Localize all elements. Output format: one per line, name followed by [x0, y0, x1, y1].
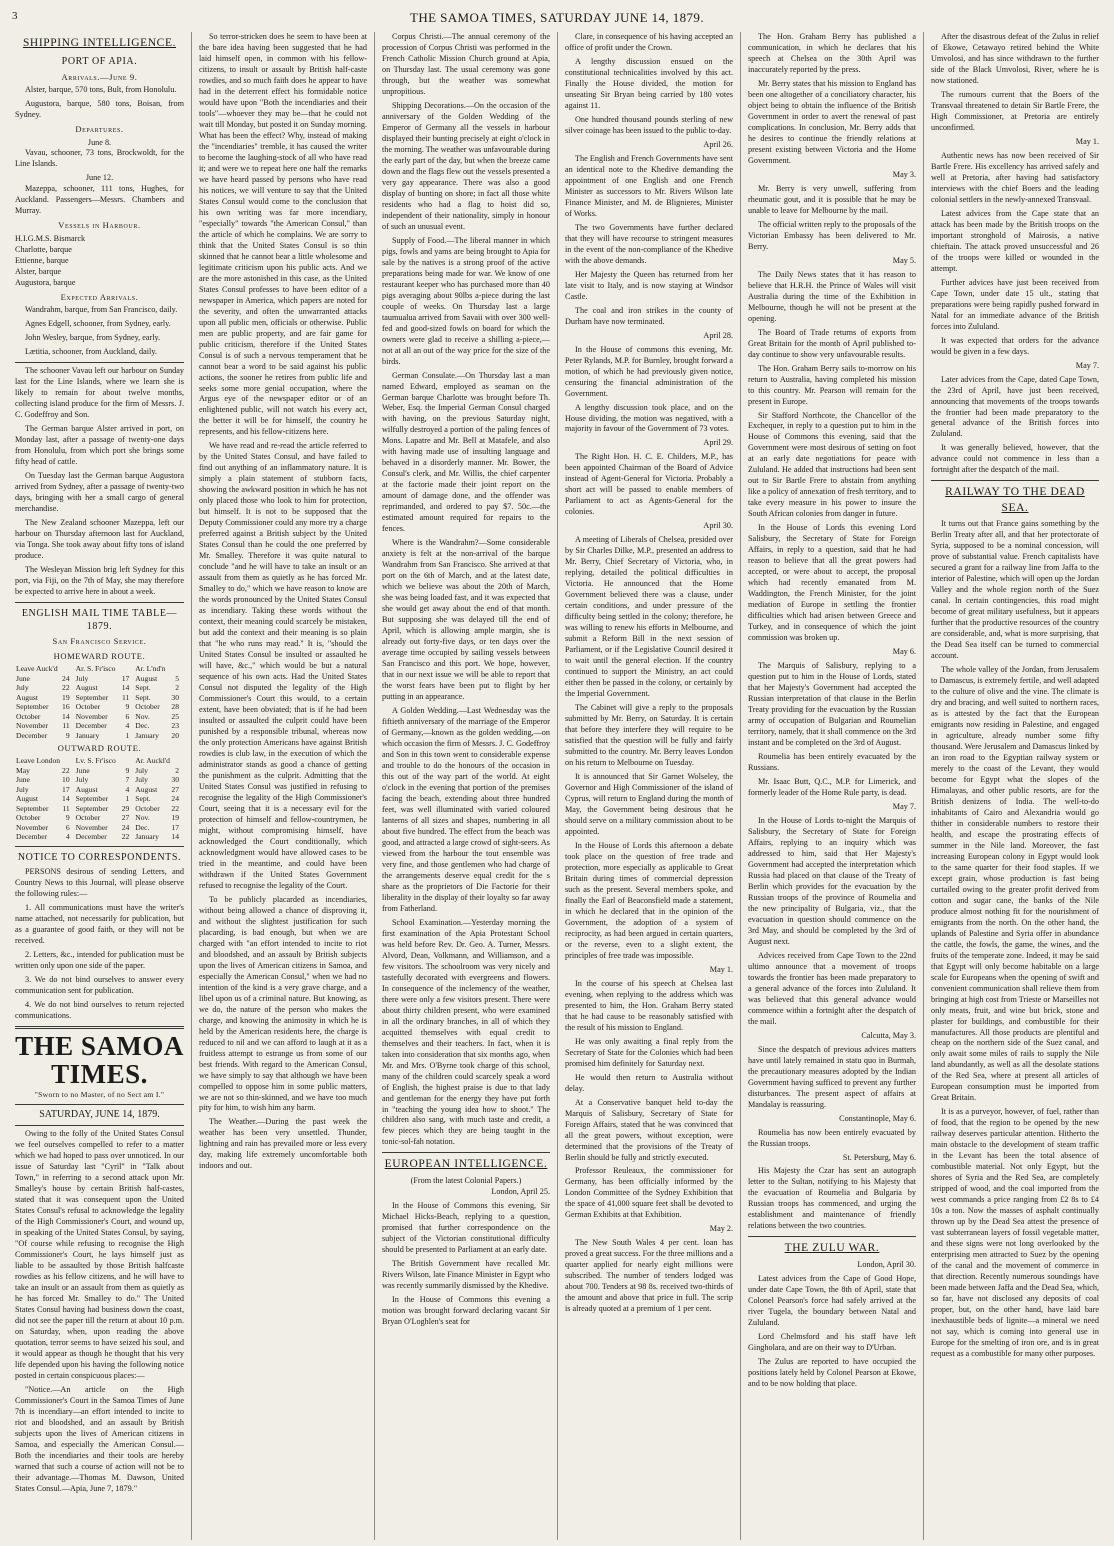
port-heading: PORT OF APIA. [61, 56, 138, 68]
local-news-paragraph: Corpus Christi.—The annual ceremony of the procession of Corpus Christi was performed in the French Catholic Mission Church ground at Apia, on Thursday last. The usual ceremony was gone through, but the weather was somewhat unpropitious. [382, 32, 550, 96]
table-cell: August [16, 794, 38, 804]
table-cell: June [16, 673, 30, 683]
zulu-paragraph: Latest advices from the Cape of Good Hope, under date Cape Town, the 8th of April, state that Colonel Pearson's force had safely arrived at the river Tugela, the boundary between Natal and Zululand. [748, 1273, 916, 1327]
shipping-news: The New Zealand schooner Mazeppa, left our harbour on Thursday afternoon last for Auckland, via Tonga. She took away about fifty tons of island produce. [15, 517, 184, 560]
table-cell: 1 [125, 730, 130, 740]
harbour-item: Ettienne, barque [15, 255, 69, 265]
european-paragraph: In the course of his speech at Chelsea last evening, when replying to the address which was presented to him, the Hon. Graham Berry stated that he had cause to be reasonably satisfied with the result of his mission to England. [565, 978, 733, 1032]
zulu-paragraph: Latest advices from the Cape state that an attack has been made by the British troops on the important stronghold of Mairosis, a native chieftain. The attack proved unsuccessful and 26 of the troops were killed or wounded in the attempt. [931, 208, 1099, 273]
table-cell: Sept. [135, 692, 151, 702]
table-cell: 22 [62, 683, 70, 693]
dateline: April 30. [703, 521, 733, 531]
editorial-paragraph: Owing to the folly of the United States Consul we feel ourselves compelled to refer to a matter which we had hoped to pass over unnoticed. In our issue of Saturday last "Cyril" in "Talk about Town," in referring to a second attack upon Mr. Smalley's house by certain British half-castes, stated that it was consequent upon the United States Consul's refusal to acknowledge the legality of the High Commissioner's Court, and wound up, in speaking of the United States Consul, by saying, "Of course while refusing to recognise the High Commissioner's Court, he lays himself just as liable to be assaulted by those British halfcaste rowdies as his fellow citizens, and he will have to take an insult or an assault from them as quietly as he has forced Mr. Smalley to do." The United States Consul having had business down the coast, did not see the paper till the return at about 10 p.m. on Saturday, when, upon reading the above quotation, terror seems to have seized his soul, and it would appear as though he thought that his very life depended upon his having the following notice posted in certain conspicuous places:— [15, 1129, 184, 1380]
table-cell: 24 [62, 673, 70, 683]
dateline: April 28. [703, 330, 733, 340]
shipping-heading: SHIPPING INTELLIGENCE. [22, 37, 177, 49]
european-paragraph: Clare, in consequence of his having accepted an office of profit under the Crown. [565, 32, 733, 52]
table-cell: May [16, 765, 30, 775]
table-cell: Sept. [135, 683, 151, 693]
dateline: May 7. [892, 801, 916, 811]
notice-heading: NOTICE TO CORRESPONDENTS. [17, 851, 182, 863]
european-paragraph: In the House of Commons this evening, Sir Michael Hicks-Beach, replying to a question, promised that further correspondence on the subject of the Victorian constitutional difficulty should be presented to Parliament at an early date. [382, 1200, 550, 1254]
table-cell: 22 [171, 803, 179, 813]
table-cell: July [135, 765, 148, 775]
european-paragraph: Roumelia has now been entirely evacuated by the Russian troops. [748, 1127, 916, 1148]
table-cell: January [135, 730, 159, 740]
dateline: St. Petersburg, May 6. [842, 1152, 916, 1162]
local-news-paragraph: A Golden Wedding.—Last Wednesday was the fiftieth anniversary of the marriage of the Emperor of Germany,—known as the golden wedding,—on which occasion the firm of Messrs. J. C. Godeffroy and Son in this town went to considerable expense and trouble to do the honours of the occasion in this out of the way part of the world. At eight o'clock in the evening that portion of the premises facing the beach, extending about three hundred feet, was well illuminated with varied coloured lanterns of all sizes and shapes, numbering in all about five hundred. The effect from the beach was good, and attracted a large crowd of sight-seers. As viewed from the harbour the tout ensemble was very fine, and those gentlemen who had charge of the arrangements deserve equal credit for the s share as the proprietors of Die Factorie for their liberality in the display of their loyalty so far away from Fatherland. [382, 706, 550, 913]
table-cell: 2 [175, 683, 179, 693]
european-paragraph: Since the despatch of previous advices matters have until lately remained in statu quo in Burmah, the precautionary measures adopted by the Indian Government having sufficed to prevent any further disturbances. The present aspect of affairs at Mandalay is reassuring. [748, 1044, 916, 1109]
paper-title: THE SAMOA TIMES. [15, 1031, 184, 1090]
table-cell: 17 [62, 784, 70, 794]
european-paragraph: The Hon. Graham Berry has published a communication, in which he declares that his speech at Chelsea on the 30th April was inaccurately reported by the press. [748, 32, 916, 74]
table-cell: 14 [171, 832, 179, 842]
editorial-paragraph: We have read and re-read the article referred to by the United States Consul, and have failed to find out anything of an inflammatory nature. It is simply a plain statement of stubborn facts, showing the awkward position in which he has not only placed those who look to him for protection, but himself. It is not to be supposed that the Deputy Commissioner could any more try a charge preferred against a British subject by the United States Consul than he could the one preferred by Mr. Smalley. Therefore it was quite natural to conclude "and he will have to take an insult or an assault from them as quietly as he has forced Mr. Smalley to do," which we have reason to know are the words pronounced by the United States Consul as incendiary. Taking these words without the context, their meaning could scarcely be mistaken, but add the context and their meaning is so plain that "he who runs may read." It is, "should the United States Consul be insulted or assaulted he will have, &c.," which would be but a natural sequence of his own acts. Had the United States Consul not disputed the legality of the High Commissioner's Court this would, to a certain extent, have been obviated; that is if he had been insulted or assaulted the culprit could have been punished by a responsible tribunal, whereas now the only protection Americans have against British rowdies is club law, in the execution of which the administrator stands as good a chance of getting the punishment as the culprit. Admitting that the United States Consul was justified in refusing to recognise the legality of the High Commissioner's Court, seeing that it is a necessary evil for the protection of himself and fellow-countrymen, he might, without compromising himself, have acknowledged the Court conditionally, which acknowledgment would have allowed cases to be tried in the meantime, and could have been withdrawn if the United States Government refused to recognise the legality of the Court. [199, 441, 367, 890]
table-row [15, 813, 184, 822]
notice-intro: PERSONS desirous of sending Letters, and Country News to this Journal, will please observe the following rules:— [15, 867, 184, 899]
table-cell: 6 [65, 822, 70, 832]
table-cell: December [75, 832, 107, 842]
table-cell: January [75, 730, 100, 740]
departures-date: June 8. [87, 137, 112, 147]
table-cell: Nov. [135, 813, 150, 823]
local-news-paragraph: Shipping Decorations.—On the occasion of the anniversary of the Golden Wedding of the Emperor of Germany all the vessels in harbour displayed their bunting precisely at eight o'clock in the morning. The weather was unfavourable during the early part of the day, but when the breeze came down and the flags flew out the vessels presented a very gay appearance. There was also a good display of bunting on shore; in fact all those white residents who had a flag to hoist did so, independent of their nationality, simply in honour of such an unusual event. [382, 100, 550, 231]
table-row [15, 674, 184, 683]
departures-date: June 12. [85, 173, 114, 183]
divider [748, 1236, 916, 1237]
dateline: May 6. [892, 647, 916, 657]
table-cell: November [75, 711, 108, 721]
table-cell: 2 [175, 765, 179, 775]
table-cell: 14 [62, 711, 70, 721]
dateline: May 3. [892, 169, 916, 179]
table-cell: 11 [121, 692, 130, 702]
zulu-paragraph: Authentic news has now been received of Sir Bartle Frere. His excellency has arrived safely and well at Pretoria, after having had satisfactory interviews with the chief Boers and the leading colonial settlers in the newly-annexed Transvaal. [931, 150, 1099, 204]
railway-paragraph: It is as a purveyor, however, of fuel, rather than of food, that the region to be opened by the new railway deserves particular attention. Hitherto the main obstacle to the development of steam traffic in the Levant has been the total absence of combustible material. Not only Egypt, but the shores of Syria and the Red Sea, are completely stripped of wood, and the coal imported from the west commands a price ranging from £2 8s to £4 10s a ton. Now the masses of asphalt continually thrown up by the Dead Sea attest the presence of vast subterranean layers of fossil vegetable matter, and these signs were not long overlooked by the enterprising men attracted to Suez by the opening of the canal and the movement of commerce in that direction. Recently numerous soundings have been made between Jaffa and the Dead Sea, which, so far, have not disclosed any deposits of coal proper, but, on the other hand, have laid bare inexhaustible beds of lignite—a mineral we need not say, which is coming into general use in Europe for the smelting of iron ore, and is in great request as a combustible for many other purposes. [931, 1107, 1099, 1359]
zulu-paragraph: After the disastrous defeat of the Zulus in relief of Ekowe, Cetawayo retired behind the White Umvolosi, and has since withdrawn to the further side of the Black Umvolosi, River, where he is now stationed. [931, 32, 1099, 85]
table-cell: 9 [65, 813, 70, 823]
column-header: Leave Auck'd [16, 664, 58, 674]
mail-service-heading: San Francisco Service. [52, 636, 147, 647]
european-paragraph: The Hon. Graham Berry sails to-morrow on his return to Australia, having completed his mission to this country. Mr. Pearson will remain for the present in Europe. [748, 363, 916, 406]
european-paragraph: In the House of commons this evening, Mr. Peter Rylands, M.P. for Burnley, brought forward a motion, of which he had previously given notice, censuring the financial administration of the Government. [565, 344, 733, 398]
table-cell: 14 [62, 794, 70, 804]
table-cell: 4 [125, 784, 130, 794]
table-cell: 4 [65, 832, 70, 842]
table-cell: September [75, 803, 109, 813]
column-1 [8, 32, 191, 1540]
table-cell: 14 [121, 683, 130, 693]
table-row [15, 832, 184, 841]
zulu-paragraph: It was generally believed, however, that the advance could not commence in less than a fortnight after the despatch of the mail. [931, 443, 1099, 475]
table-cell: 11 [62, 803, 70, 813]
zulu-war-heading: THE ZULU WAR. [784, 1242, 880, 1255]
zulu-paragraph: Lord Chelmsford and his staff have left Gingholara, and are on their way to D'Urban. [748, 1331, 916, 1352]
zulu-paragraph: Further advices have just been received from Cape Town, under date 15 ult., stating that preparations were being rapidly pushed forward in Natal for an immediate advance of the British forces into Zululand. [931, 277, 1099, 331]
harbour-item: Alster, barque [15, 266, 62, 276]
table-cell: 30 [171, 692, 179, 702]
zulu-paragraph: The Zulus are reported to have occupied the positions lately held by Colonel Pearson at Ekowe, and to be now holding that place. [748, 1356, 916, 1388]
table-cell: 1 [125, 794, 130, 804]
table-cell: 22 [62, 765, 70, 775]
dateline: May 7. [1075, 360, 1099, 370]
local-news-paragraph: School Examination.—Yesterday morning the first examination of the Apia Protestant School was held before Rev. Dr. Geo. A. Turner, Messrs. Alvord, Dean, Volkmann, and Williamson, and a few visitors. The schoolroom was very nicely and tastefully decorated with evergreens and flowers. In consequence of the inclemency of the weather, there were only a few visitors present. There were about thirty children present, who were examined in all the ordinary branches, in all of which they acquitted themselves with equal credit to themselves and their teachers. In fact, when it is taken into consideration that six months ago, when Mr. and Mrs. O'Byrne took charge of this school, many of the children could scarcely speak a word of English, the highest praise is due to that lady and gentleman for the energy they have put forth in "teaching the young idea how to shoot." The children also sang, with much taste and credit, a few pieces which they are being taught in the tonic-sol-fah notation. [382, 917, 550, 1147]
homeward-heading: HOMEWARD ROUTE. [53, 650, 146, 661]
european-paragraph: In the House of Lords to-night the Marquis of Salisbury, the Secretary of State for Foreign Affairs, replying to an inquiry which was addressed to him, said that Her Majesty's Government had accepted the interpretation which Russia had placed on that clause of the Treaty of Berlin which provides for the evacuation by the Russian troops of the province of Roumelia and the new principality of Bulgaria, viz., that the evacuation in question should commence on the 3rd May, and should be completed by the 3rd of August next. [748, 815, 916, 946]
european-paragraph: Mr. Berry states that his mission to England has been one altogether of a conciliatory character, his object being to obtain the influence of the British Government in order to avert the renewal of past complications. In conclusion, Mr. Berry adds that he desires to continue the friendly relations at present existing between Victoria and the Home Government. [748, 78, 916, 165]
table-row [15, 775, 184, 784]
table-cell: July [16, 784, 29, 794]
table-cell: 9 [125, 702, 130, 712]
european-paragraph: The Cabinet will give a reply to the proposals submitted by Mr. Berry, on Saturday. It is certain that before they interfere they will require to be satisfied that the question will be fully and fairly submitted to the country. Mr. Berry leaves London on his return to Melbourne on Tuesday. [565, 703, 733, 768]
table-cell: October [135, 702, 160, 712]
weather-paragraph: The Weather.—During the past week the weather has been very unsettled. Thunder, lightning and rain has prevailed more or less every day, making life extremely uncomfortable both indoors and out. [199, 1117, 367, 1171]
european-paragraph: Mr. Isaac Butt, Q.C., M.P. for Limerick, and formerly leader of the Home Rule party, is dead. [748, 777, 916, 797]
column-header: Leave London [16, 756, 61, 766]
table-cell: October [135, 803, 160, 813]
table-row [15, 683, 184, 692]
table-row [15, 731, 184, 740]
railway-paragraph: The whole valley of the Jordan, from Jerusalem to Damascus, is extremely fertile, and well adapted to the culture of olive and the vine. The climate is dry and bracing, and well suited to northern races, as is attested by the fact that the European emigrants now residing in Palestine, and engaged in agriculture, already number some fifty thousand. Were Jerusalem and Damascus linked by an iron road to the Egyptian railway system or merely to the coast of the Levant, they would become for Egypt what the slopes of the Himalayas, and other public resorts, are for the British denizens of India. The well-to-do inhabitants of Cairo and Alexandria would go thither in considerable numbers to restore their health, and escape the prostrating effects of summer in the Nile land. Moreover, the fast increasing European colony in Egypt would look to the same quarter for their food staples. If we except grain, whose production is fast being curtailed owing to the greater profit derived from cotton and sugar cane, the banks of the Nile produce almost nothing fit for the nourishment of emigrants from the north. On the other hand, the uplands of Palestine and Syria offer in abundance the cattle, the fowls, the game, the wines, and the fruits of the temperate zone. Indeed, it may be said that Egypt will only become habitable on a large scale for Europeans when the opening of swift and convenient communication shall relieve them from bringing at high cost from Trieste or Marseilles not only meats, fruit, and wine but brick, stone and plaster for buildings, and combustible for their manufactures. All those products are plentiful and cheap on the northern side of the Suez canal, and only await some miles of rails to supply the Nile land abundantly, as well as all the desolate stations of the Red Sea, where at present all articles of European consumption must be imported from Great Britain. [931, 665, 1099, 1103]
zulu-paragraph: The rumours current that the Boers of the Transvaal threatened to detain Sir Bartle Frere, the High Commissioner, at Pretoria are entirely unconfirmed. [931, 89, 1099, 132]
column-4 [557, 32, 740, 1540]
european-paragraph: In the House of Commons this evening a motion was brought forward declaring vacant Sir Bryan O'Loghlen's seat for [382, 1294, 550, 1326]
european-intelligence-heading: EUROPEAN INTELLIGENCE. [384, 1158, 548, 1171]
notice-rule: 3. We do not bind ourselves to answer every communication sent for publication. [15, 975, 184, 996]
editorial-paragraph: "Notice.—An article on the High Commissioner's Court in the Samoa Times of June 7th is incendiary—an effort intended to incite to riot and bloodshed, and an assault by British subjects upon the lives of American citizens in Samoa, and especially the American Consul.—Both the incendiaries and their tools are hereby warned that such a course of action will not be to their advantage.—Thomas M. Dawson, United States Consul.—Apia, June 7, 1879." [15, 1384, 184, 1493]
column-6 [923, 32, 1106, 1540]
european-paragraph: A meeting of Liberals of Chelsea, presided over by Sir Charles Dilke, M.P., presented an address to Mr. Berry, Chief Secretary of Victoria, who, in replying, detailed the political difficulties in Victoria. He announced that the Home Government believed there was a clause, under certain conditions, and under pressure of the difficulty being settled in the colony; therefore, he was willing to renew his efforts in Melbourne, and submit a Reform Bill in the next session of Parliament, or if the Legislative Council desired it to wait until the general election. If the country continued to support the Ministry, an act could either then be passed in the colony, or certainly by the Imperial Government. [565, 535, 733, 699]
divider [15, 1125, 184, 1126]
table-cell: August [135, 784, 158, 794]
table-cell: 11 [62, 721, 70, 731]
harbour-item: H.I.G.M.S. Bismarck [15, 233, 86, 243]
mail-table-heading: ENGLISH MAIL TIME TABLE—1879. [21, 607, 178, 633]
column-5 [740, 32, 923, 1540]
table-cell: 10 [62, 775, 70, 785]
column-header: Lv. S. Fr'isco [75, 756, 116, 766]
table-cell: 20 [171, 730, 179, 740]
table-cell: July [75, 775, 89, 785]
table-cell: 17 [171, 822, 179, 832]
european-paragraph: The New South Wales 4 per cent. loan has proved a great success. For the three millions and a quarter applied for nearly eight millions were subscribed. The number of tenders lodged was about 700. Tenders at 98 8s. received two-thirds of the amount and above that price in full. The scrip is already quoted at a premium of 1 per cent. [565, 1238, 733, 1314]
european-paragraph: In the House of Lords this afternoon a debate took place on the question of free trade and protection, more especially as applicable to Great Britain during times of commercial depression such as the present. Several members spoke, and finally the Earl of Beaconsfield made a statement, in which he declared that in the opinion of the Government, the adoption of a system of reciprocity, as had been argued in certain quarters, or the reverse, even to a slight extent, the principles of free trade was impossible. [565, 840, 733, 960]
european-paragraph: He was only awaiting a final reply from the Secretary of State for the Colonies which had been promised him definitely for Saturday next. [565, 1036, 733, 1068]
table-cell: August [75, 683, 98, 693]
local-news-paragraph: German Consulate.—On Thursday last a man named Edward, employed as seaman on the German barque Charlotte was brought before Th. Weber, Esq. the Imperial German Consul charged with having, on the previous Saturday night, wilfully destroyed a portion of the paling fences of Mons. Lapatre and Mr. Bell at Matafele, and also with having made use of insulting language and behaved in a disorderly manner. Mr. Bower, the Consul's clerk, and Mr. Willis, the chief carpenter at the factorie made their joint report on the amount of damage done, and the offender was reprimanded, and ordered to pay $7. 50c.—the estimated amount required for repairs to the fences. [382, 370, 550, 534]
outward-heading: OUTWARD ROUTE. [57, 743, 142, 754]
table-cell: August [75, 784, 98, 794]
table-cell: October [75, 702, 101, 712]
table-cell: Sept. [135, 794, 151, 804]
harbour-heading: Vessels in Harbour. [58, 220, 141, 231]
table-cell: September [16, 702, 49, 712]
table-cell: July [75, 673, 89, 683]
table-cell: 6 [125, 711, 130, 721]
table-cell: June [75, 765, 90, 775]
table-cell: July [16, 683, 29, 693]
divider [931, 480, 1099, 481]
european-paragraph: Her Majesty the Queen has returned from her late visit to Italy, and is now staying at Windsor Castle. [565, 269, 733, 301]
table-cell: Dec. [135, 822, 150, 832]
dateline: Constantinople, May 6. [839, 1113, 916, 1123]
table-cell: October [75, 813, 101, 823]
table-cell: 5 [175, 673, 179, 683]
dateline: May 1. [1075, 136, 1099, 146]
table-cell: December [16, 832, 48, 842]
table-cell: Dec. [135, 721, 150, 731]
dateline: May 5. [892, 255, 916, 265]
european-paragraph: The coal and iron strikes in the county of Durham have now terminated. [565, 305, 733, 326]
shipping-news: On Tuesday last the German barque Augustora arrived from Sydney, after a passage of twenty-two days, bringing with her a small cargo of general merchandise. [15, 470, 184, 513]
european-source: (From the latest Colonial Papers.) [410, 1175, 522, 1185]
expected-item: Agnes Edgell, schooner, from Sydney, early. [25, 319, 171, 329]
european-paragraph: At a Conservative banquet held to-day the Marquis of Salisbury, Secretary of State for Foreign Affairs, stated that he was convinced that all the great powers, without exception, were determined that the provisions of the Treaty of Berlin should be fully and strictly executed. [565, 1097, 733, 1162]
table-cell: October [16, 813, 41, 823]
table-cell: 28 [171, 702, 179, 712]
european-paragraph: The English and French Governments have sent an identical note to the Khedive demanding the appointment of one English and one French Minister as successors to Mr. Rivers Wilson late Finance Minister, and M. de Blignieres, Minister of Works. [565, 153, 733, 218]
table-cell: 25 [171, 711, 179, 721]
editorial-paragraph: So terror-stricken does he seem to have been at the bare idea having been suggested that he had laid himself open, in common with his fellow-citizens, to insult or assault by British half-caste rowdies, and so much faith does he appear to have had in the deterrent effect his formidable notice would have upon "Both the incendiaries and their tools"—whoever they may be—that he could not wait till Monday, but posted it on Sunday morning. What has been the effect? Why, instead of making the "incendiaries" tremble, it has caused the writer to become the laughing-stock of all who have read it; and were we to repeat here one half the remarks we have heard passed by persons who have read his notices, we will venture to say that the United States Consul would come to the conclusion that his own writing was far more incendiary, "especially" towards "the American Consul," than the article of which he complains. We are sorry to think that the United States Consul is so thin skinned that he cannot bear a little wholesome and legitimate criticism upon his public acts. And we are the more astonished in this case, as the United States Consul professes to have been editor of a newspaper in America, which papers are noted for the severity, and often the unwarranted attacks upon all public men, officials or otherwise. Public men are public property, and are fair game for public criticism, therefore if the United States Consul is of such a nervous temperament that he cannot bear a word to be said against his public actions, the sooner he retires from public life and seeks some more genial occupation, where the Argus eye of the newspaper editor or of an enlightened public, will not watch his every act, the better it will be for himself, the country he represents, and his fellow-citizens here. [199, 32, 367, 437]
european-paragraph: A lengthy discussion ensued on the constitutional technicalities involved by this act. Finally the House divided, the motion for unseating Sir Bryan being carried by 180 votes against 11. [565, 56, 733, 110]
shipping-news: The schooner Vavau left our harbour on Sunday last for the Line Islands, where we learn she is likely to remain for about twelve months, collecting island produce for the firm of Messrs. J. C. Godeffroy and Son. [15, 366, 184, 419]
european-paragraph: He would then return to Australia without delay. [565, 1072, 733, 1093]
table-row [15, 702, 184, 711]
divider [15, 1104, 184, 1105]
paper-motto: "Sworn to no Master, of no Sect am I." [34, 1089, 165, 1099]
european-paragraph: Professor Reuleaux, the commissioner for Germany, has been officially informed by the London Committee of the Sydney Exhibition that the space of 41,000 square feet shall be devoted to German Exhibits at that Exhibition. [565, 1166, 733, 1220]
table-cell: 30 [171, 775, 179, 785]
european-paragraph: Roumelia has been entirely evacuated by the Russians. [748, 752, 916, 773]
dateline: May 1. [709, 964, 733, 974]
table-cell: June [16, 775, 30, 785]
column-2 [191, 32, 374, 1540]
table-row [15, 693, 184, 702]
table-cell: 4 [125, 721, 130, 731]
dateline: Calcutta, May 3. [861, 1030, 916, 1040]
table-row [15, 785, 184, 794]
divider [15, 1026, 184, 1029]
column-grid [8, 32, 1106, 1540]
table-cell: 27 [171, 784, 179, 794]
european-paragraph: In the House of Lords this evening Lord Salisbury, the Secretary of State for Foreign Affairs, in reply to a question, said that he had reason to believe that all the great powers had accepted, or were about to accept, the proposal which had recently emanated from M. Waddington, the French Minister, for the joint mediation of Europe in settling the frontier difficulties which had arisen between Greece and Turkey, and in consequence of which the joint commission was broken up. [748, 523, 916, 643]
table-row [15, 712, 184, 721]
table-cell: January [135, 832, 159, 842]
european-paragraph: Mr. Berry is very unwell, suffering from rheumatic gout, and it is possible that he may be unable to leave for Melbourne by the mail. [748, 183, 916, 215]
table-cell: 24 [121, 822, 130, 832]
table-cell: 17 [121, 673, 130, 683]
table-cell: 19 [62, 692, 70, 702]
divider [15, 846, 184, 847]
table-row [15, 804, 184, 813]
table-cell: 7 [125, 775, 130, 785]
editorial-paragraph: To be publicly placarded as incendiaries, without being allowed a chance of disproving it, and without the slightest justification for such placarding, is bad enough, but when we are charged with "an effort intended to incite to riot and bloodshed, and an assault by British subjects upon the lives of American citizens in Samoa, and especially the American Consul," when we had no intention of the kind is a very grave charge, and a libel upon us of a criminal nature. But knowing, as we do, the nature of the person who makes the charge, and knowing the animosity in which he is held by the American residents here, the charge is reduced to nil and we can afford to laugh at it as a fruitless attempt to estrange us from some of our best friends. With regard to the American Consul, we have simply to say that although we have been compelled to oppose him in some public matters, we are not so thin-skinned, and we have too much pity for him, to wish him any harm. [199, 894, 367, 1113]
dateline: April 26. [703, 139, 733, 149]
table-cell: November [16, 822, 49, 832]
expected-item: Lætitia, schooner, from Auckland, daily. [25, 347, 157, 357]
arrival-item: Augustora, barque, 580 tons, Boisan, from Sydney. [15, 99, 184, 120]
table-cell: 16 [62, 702, 70, 712]
notice-rule: 1. All communications must have the writer's name attached, not necessarily for publication, but as a guarantee of good faith, or they will not be received. [15, 903, 184, 946]
expected-heading: Expected Arrivals. [60, 291, 139, 302]
dateline: London, April 25. [491, 1186, 550, 1196]
notice-rule: 2. Letters, &c., intended for publication must be written only upon one side of the paper. [15, 950, 184, 971]
table-cell: 22 [121, 832, 130, 842]
divider [382, 1152, 550, 1153]
divider [15, 362, 184, 363]
local-news-paragraph: Supply of Food.—The liberal manner in which pigs, fowls and yams are being brought to Apia for sale by the natives is a strong proof of the active preparations being made for war. We know of one restaurant keeper who has purchased more than 40 pigs averaging about 90lbs a-piece during the last couple of weeks. On Thursday last a large taumualua arrived from Savaii with over 300 well-fed and good-sized fowls on board for which the owners were glad to receive a shilling a-piece,—not at all an out of the way price for the size of the birds. [382, 235, 550, 366]
departure-item: Mazeppa, schooner, 111 tons, Hughes, for Auckland. Passengers—Messrs. Chambers and Murray. [15, 184, 184, 216]
european-paragraph: The British Government have recalled Mr. Rivers Wilson, late Finance Minister in Egypt who was recently summarily dismissed by the Khedive. [382, 1258, 550, 1290]
masthead-title: THE SAMOA TIMES, SATURDAY JUNE 14, 1879. [410, 10, 704, 25]
table-cell: November [75, 822, 108, 832]
column-header: Ar. S. Fr'isco [75, 664, 116, 674]
table-cell: Nov. [135, 711, 150, 721]
column-3 [374, 32, 557, 1540]
table-cell: August [135, 673, 158, 683]
european-paragraph: The Board of Trade returns of exports from Great Britain for the month of April published to-day continue to show very unfavourable results. [748, 327, 916, 359]
column-header: Ar. Auckl'd [135, 756, 170, 766]
masthead [0, 10, 1114, 26]
harbour-item: Charlotte, barque [15, 244, 72, 254]
table-row [15, 766, 184, 775]
expected-item: Wandrahm, barque, from San Francisco, daily. [25, 305, 178, 315]
european-paragraph: Advices received from Cape Town to the 22nd ultimo announce that a movement of troops towards the frontier has been made preparatory to a general advance of the forces into Zululand. It was believed that this general advance would commence within a fortnight after the despatch of the mail. [748, 950, 916, 1026]
table-cell: 9 [65, 730, 70, 740]
table-cell: August [16, 692, 38, 702]
table-cell: 27 [121, 813, 130, 823]
shipping-news: The German barque Alster arrived in port, on Monday last, after a passage of twenty-one days from Honolulu, from which port she brings some fifty head of cattle. [15, 423, 184, 466]
outward-table [15, 756, 184, 841]
railway-heading: RAILWAY TO THE DEAD SEA. [945, 486, 1085, 514]
table-cell: 24 [171, 794, 179, 804]
divider [15, 602, 184, 603]
issue-date: SATURDAY, JUNE 14, 1879. [39, 1108, 160, 1120]
expected-item: John Wesley, barque, from Sydney, early. [25, 333, 161, 343]
european-paragraph: Sir Stafford Northcote, the Chancellor of the Exchequer, in reply to a question put to him in the House of Commons this evening, said that the Government were most desirous of setting on foot at an early date negotiations for peace with Zululand. He added that instructions had been sent out to Sir Bartle Frere to abstain from anything like a policy of annexation of fresh territory, and to take every measure in his power to insure the South African colonies from danger in future. [748, 410, 916, 519]
european-paragraph: It is announced that Sir Garnet Wolseley, the Governor and High Commissioner of the island of Cyprus, will return to England during the month of May, the Government being desirous that he should serve on a military commission about to be appointed. [565, 772, 733, 836]
table-row [15, 721, 184, 730]
column-header: Ar. L'nd'n [135, 664, 166, 674]
european-paragraph: The two Governments have further declared that they will have recourse to stringent measures in the event of the non-compliance of the Khedive with the above demands. [565, 222, 733, 265]
zulu-paragraph: Later advices from the Cape, dated Cape Town, the 23rd of April, have just been received, announcing that movements of the troops towards the frontier had been made preparatory to the general advance of the British forces into Zululand. [931, 374, 1099, 439]
table-cell: September [75, 794, 109, 804]
dateline: April 29. [703, 438, 733, 448]
notice-rule: 4. We do not bind ourselves to return rejected communications. [15, 1000, 184, 1021]
european-paragraph: The Daily News states that it has reason to believe that H.R.H. the Prince of Wales will visit Australia during the time of the Exhibition in Melbourne, though he will not be present at the opening. [748, 269, 916, 323]
table-cell: October [16, 711, 41, 721]
european-paragraph: The Marquis of Salisbury, replying to a question put to him in the House of Lords, stated that her Majesty's Government had accepted the Russian interpretation of that clause in the Berlin Treaty providing for the evacuation by the Russian army of occupation of Bulgarian and Roumelian territory, namely, that it shall commence on the 3rd instant and be completed on the 3rd of August. [748, 661, 916, 748]
dateline: London, April 30. [857, 1259, 916, 1269]
harbour-item: Augustora, barque [15, 277, 76, 287]
local-news-paragraph: Where is the Wandrahm?—Some considerable anxiety is felt at the non-arrival of the barque Wandrahm from San Francisco. She arrived at that port on the 6th of March, and at the latest date, which we believe was about the 20th of March, she was being loaded fast, and it was expected that she would get away about the end of that month. But supposing she was delayed till the end of April, which is allowing ample margin, she is already out forty-five days, or ten days over the average time occupied by sailing vessels between San Francisco and this port. We hope, however, that in our next issue we will be able to report that the worst fears have been put to flight by her putting in an appearance. [382, 538, 550, 702]
arrival-item: Alster, barque, 570 tons, Bult, from Honolulu. [25, 85, 177, 95]
european-paragraph: One hundred thousand pounds sterling of new silver coinage has been issued to the public to-day. [565, 114, 733, 135]
arrivals-heading: Arrivals.—June 9. [61, 71, 138, 82]
page-number: 3 [12, 10, 18, 22]
shipping-news: The Wesleyan Mission brig left Sydney for this port, via Fiji, on the 7th of May, she may therefore be expected to arrive here in about a week. [15, 564, 184, 596]
table-cell: 19 [171, 813, 179, 823]
railway-paragraph: It turns out that France gains something by the Berlin Treaty after all, and that her protectorate of Syria, supposed to be a nominal concession, will prove of substantial value. French capitalists have secured a grant for a railway line from Jaffa to the interior of Palestine, which will open up the Jordan Valley and the whole region north of the Suez canal. In certain contingencies, this road might become of great military usefulness, but it appears further that the productive resources of the country are considerable, and, what is more surprising, that the Dead Sea itself can be turned to commercial account. [931, 519, 1099, 661]
table-cell: 29 [121, 803, 130, 813]
departure-item: Vavau, schooner, 73 tons, Brockwoldt, for the Line Islands. [15, 148, 184, 169]
european-paragraph: The Right Hon. H. C. E. Childers, M.P., has been appointed Chairman of the Board of Advice instead of Agent-General for Victoria. Probably a short act will be passed to enable members of Parliament to act as Agents-General for the colonies. [565, 452, 733, 517]
european-paragraph: His Majesty the Czar has sent an autograph letter to the Sultan, notifying to his Majesty that the evacuation of Roumelia and Bulgaria by Russian troops has commenced, and urging the establishment and maintenance of friendly relations between the two countries. [748, 1166, 916, 1231]
departures-heading: Departures. [75, 124, 124, 135]
table-cell: September [75, 692, 109, 702]
european-paragraph: The official written reply to the proposals of the Victorian Embassy has been delivered to Mr. Berry. [748, 219, 916, 251]
table-cell: September [16, 803, 49, 813]
european-paragraph: A lengthy discussion took place, and on the House dividing, the motion was negatived, with a majority in favour of the Government of 73 votes. [565, 402, 733, 434]
table-cell: December [75, 721, 107, 731]
table-row [15, 794, 184, 803]
table-cell: 9 [125, 765, 130, 775]
zulu-paragraph: It was expected that orders for the advance would be given in a few days. [931, 335, 1099, 356]
table-cell: November [16, 721, 49, 731]
table-cell: December [16, 730, 48, 740]
table-cell: July [135, 775, 148, 785]
dateline: May 2. [709, 1224, 733, 1234]
homeward-table [15, 664, 184, 740]
table-cell: 23 [171, 721, 179, 731]
table-row [15, 823, 184, 832]
